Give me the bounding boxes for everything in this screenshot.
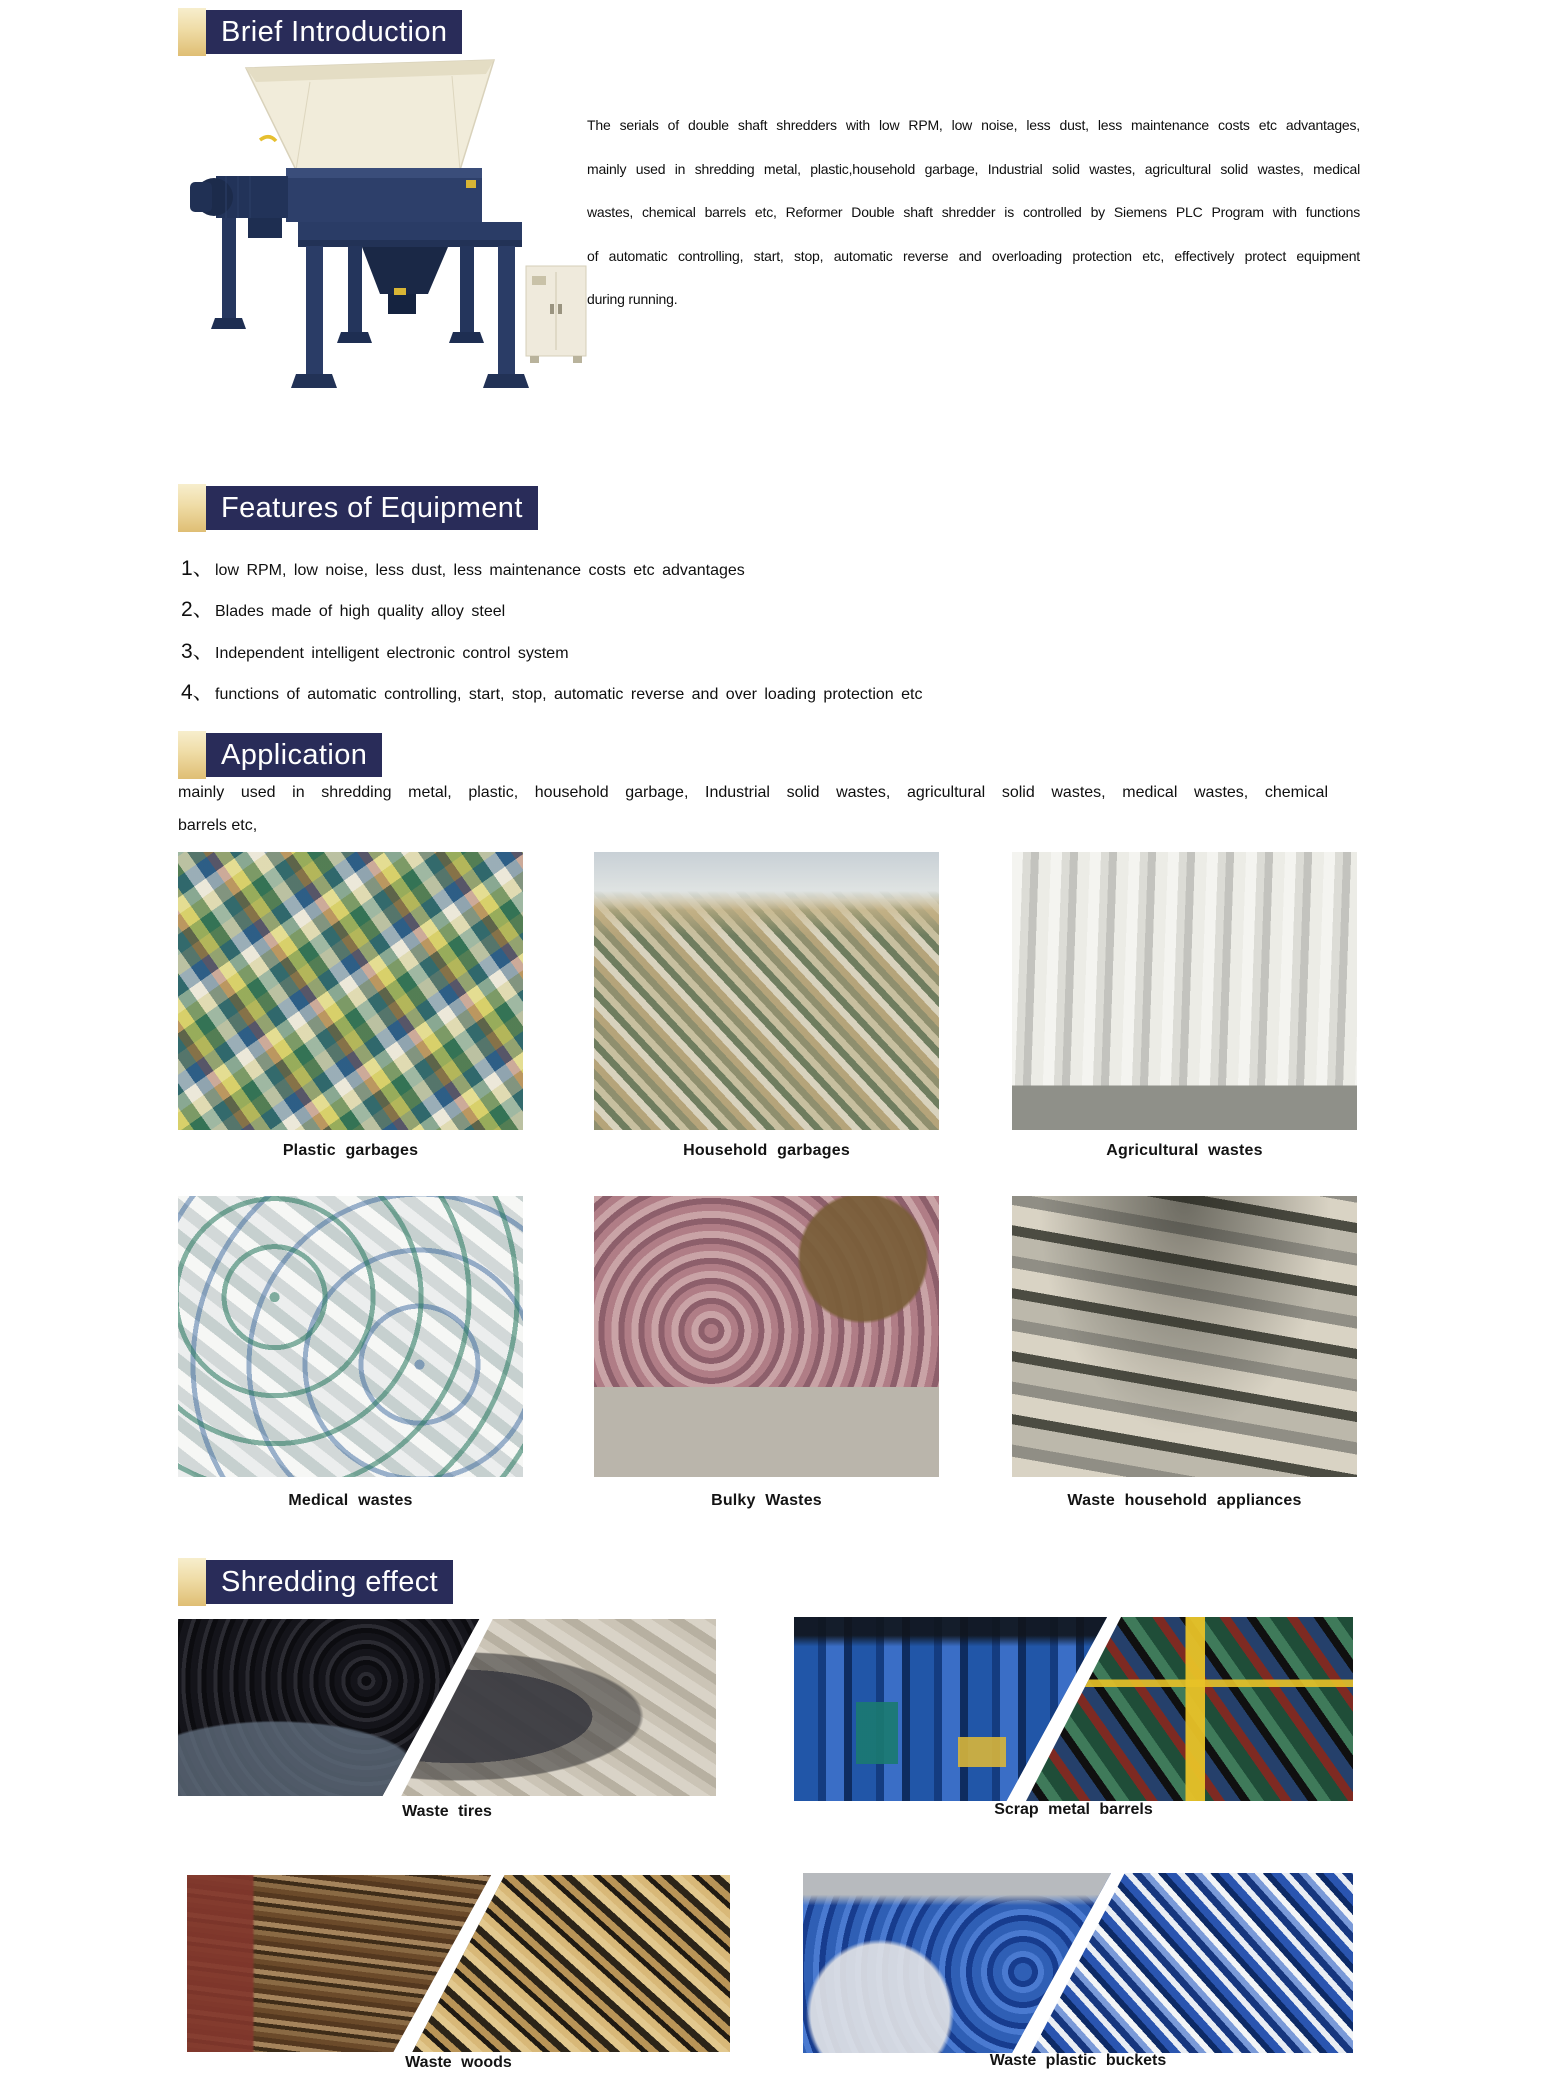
composite-waste-tires — [178, 1619, 716, 1796]
composite-waste-woods — [187, 1875, 730, 2052]
feature-item — [181, 552, 745, 582]
intro-line: of automatic controlling, start, stop, automatic reverse and overloading protection etc, effectively protect equipment — [587, 247, 1360, 264]
intro-line: during running. — [587, 291, 678, 307]
intro-line: The serials of double shaft shredders with low RPM, low noise, less dust, less maintenance costs etc advantages, — [587, 117, 1360, 133]
photo-household-garbages — [594, 852, 939, 1130]
caption-scrap-metal-barrels: Scrap metal barrels — [994, 1801, 1153, 1818]
feature-item — [181, 593, 505, 623]
composite-scrap-metal-barrels — [794, 1617, 1353, 1801]
section-title: Shredding effect — [206, 1560, 453, 1604]
intro-line: mainly used in shredding metal, plastic,household garbage, Industrial solid wastes, agricultural solid wastes, medical — [587, 160, 1360, 177]
section-header-application — [178, 733, 382, 777]
feature-text: functions of automatic controlling, start, stop, automatic reverse and over loading protection etc — [215, 686, 923, 703]
brief-introduction-paragraph — [587, 104, 1360, 322]
application-line: mainly used in shredding metal, plastic, household garbage, Industrial solid wastes, agricultural solid wastes, medical wastes, chemical — [178, 784, 1328, 801]
feature-text: Blades made of high quality alloy steel — [215, 603, 506, 620]
photo-medical-wastes — [178, 1196, 523, 1477]
section-title: Features of Equipment — [206, 486, 538, 530]
gold-accent-bar — [178, 8, 206, 56]
caption-agricultural-wastes: Agricultural wastes — [1106, 1142, 1263, 1159]
intro-line: wastes, chemical barrels etc, Reformer Double shaft shredder is controlled by Siemens PLC Program with functions — [587, 204, 1360, 220]
caption-waste-household-appliances: Waste household appliances — [1067, 1492, 1302, 1509]
caption-medical-wastes: Medical wastes — [288, 1492, 413, 1509]
feature-number: 2、 — [181, 598, 214, 621]
caption-waste-plastic-buckets: Waste plastic buckets — [989, 2052, 1167, 2069]
feature-number: 1、 — [181, 557, 214, 580]
section-title: Brief Introduction — [206, 10, 462, 54]
section-header-brief-introduction — [178, 10, 462, 54]
section-title: Application — [206, 733, 382, 777]
caption-household-garbages: Household garbages — [683, 1142, 850, 1159]
feature-text: low RPM, low noise, less dust, less maintenance costs etc advantages — [215, 562, 745, 579]
caption-plastic-garbages: Plastic garbages — [282, 1142, 419, 1159]
feature-text: Independent intelligent electronic control system — [215, 645, 569, 662]
shredder-machine-photo — [160, 52, 600, 444]
composite-waste-plastic-buckets — [803, 1873, 1353, 2053]
gold-accent-bar — [178, 1558, 206, 1606]
caption-waste-woods: Waste woods — [405, 2054, 512, 2071]
section-header-shredding-effect — [178, 1560, 453, 1604]
application-line: barrels etc, — [178, 816, 258, 834]
gold-accent-bar — [178, 484, 206, 532]
gold-accent-bar — [178, 731, 206, 779]
caption-bulky-wastes: Bulky Wastes — [711, 1492, 822, 1509]
photo-bulky-wastes — [594, 1196, 939, 1477]
feature-item — [181, 676, 922, 706]
caption-waste-tires: Waste tires — [402, 1803, 492, 1820]
feature-number: 4、 — [181, 681, 214, 704]
section-header-features — [178, 486, 538, 530]
feature-item — [181, 635, 569, 665]
application-paragraph — [178, 777, 1328, 842]
photo-waste-household-appliances — [1012, 1196, 1357, 1477]
feature-number: 3、 — [181, 640, 214, 663]
photo-agricultural-wastes — [1012, 852, 1357, 1130]
photo-plastic-garbages — [178, 852, 523, 1130]
